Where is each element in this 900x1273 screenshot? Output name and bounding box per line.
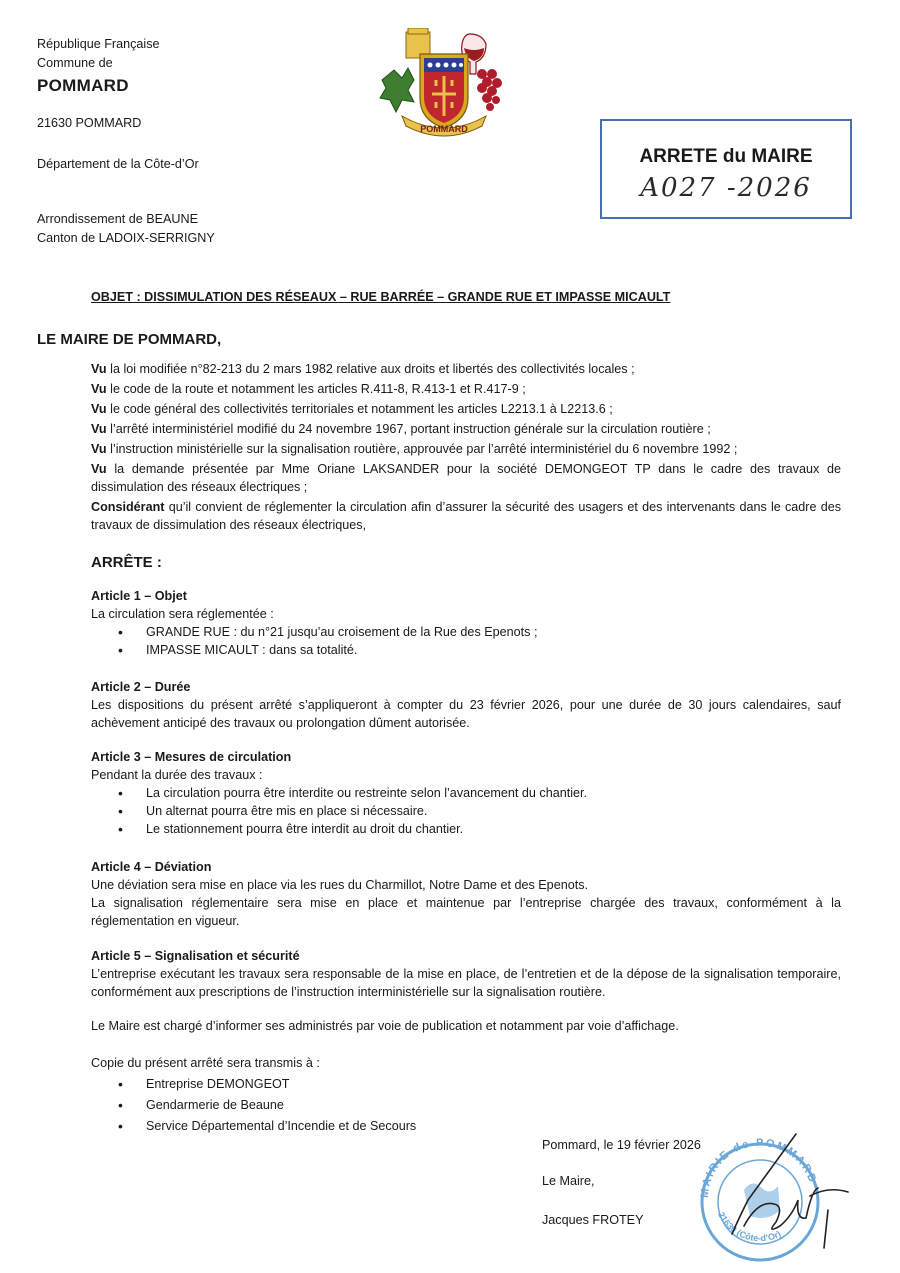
signature-role: Le Maire, bbox=[542, 1174, 595, 1188]
logo-banner-text: POMMARD bbox=[420, 124, 468, 134]
signature-name: Jacques FROTEY bbox=[542, 1213, 644, 1227]
copie-intro: Copie du présent arrêté sera transmis à : bbox=[91, 1056, 320, 1070]
article-3-intro: Pendant la durée des travaux : bbox=[91, 768, 263, 782]
mairie-stamp-and-signature bbox=[688, 1130, 858, 1265]
visa-item: Vu la demande présentée par Mme Oriane LAKSANDER pour la société DEMONGEOT TP dans le cadre des travaux de dissimulation des réseaux électriques ; bbox=[91, 462, 841, 494]
canton-line: Canton de LADOIX-SERRIGNY bbox=[37, 231, 215, 245]
arrete-heading: ARRÊTE : bbox=[91, 554, 162, 571]
visas-block bbox=[91, 360, 841, 536]
article-4-text-1: Une déviation sera mise en place via les rues du Charmillot, Notre Dame et des Epenots. bbox=[91, 878, 588, 892]
article-1-title: Article 1 – Objet bbox=[91, 589, 187, 603]
article-5-title: Article 5 – Signalisation et sécurité bbox=[91, 949, 300, 963]
arrete-title: ARRETE du MAIRE bbox=[639, 146, 813, 167]
article-5 bbox=[91, 947, 841, 1001]
list-item: • GRANDE RUE : du n°21 jusqu’au croisement de la Rue des Epenots ; bbox=[91, 623, 841, 641]
arrondissement-line: Arrondissement de BEAUNE bbox=[37, 212, 198, 226]
article-4-title: Article 4 – Déviation bbox=[91, 860, 212, 874]
article-3-title: Article 3 – Mesures de circulation bbox=[91, 750, 292, 764]
list-item: • Gendarmerie de Beaune bbox=[91, 1095, 841, 1116]
visa-item: Vu l’arrêté interministériel modifié du 24 novembre 1967, portant instruction générale sur la circulation routière ; bbox=[91, 422, 711, 436]
republic-line: République Française bbox=[37, 37, 160, 51]
objet-line: OBJET : DISSIMULATION DES RÉSEAUX – RUE BARRÉE – GRANDE RUE ET IMPASSE MICAULT bbox=[91, 290, 671, 304]
visa-item: Vu le code général des collectivités territoriales et notamment les articles L2213.1 à L2213.6 ; bbox=[91, 402, 613, 416]
visa-item: Vu le code de la route et notamment les articles R.411-8, R.413-1 et R.417-9 ; bbox=[91, 382, 526, 396]
commune-label: Commune de bbox=[37, 56, 113, 70]
article-2 bbox=[91, 678, 841, 732]
visa-item: Vu l’instruction ministérielle sur la signalisation routière, approuvée par l’arrêté interministériel du 6 novembre 1992 ; bbox=[91, 442, 738, 456]
visa-item: Considérant qu’il convient de réglementer la circulation afin d’assurer la sécurité des usagers et des intervenants dans le cadre des travaux de dissimulation des réseaux électriques, bbox=[91, 500, 841, 532]
article-4 bbox=[91, 858, 841, 930]
signature-place-date: Pommard, le 19 février 2026 bbox=[542, 1138, 701, 1152]
list-item: • Entreprise DEMONGEOT bbox=[91, 1074, 841, 1095]
list-item: • La circulation pourra être interdite ou restreinte selon l’avancement du chantier. bbox=[91, 784, 841, 802]
visa-item: Vu la loi modifiée n°82-213 du 2 mars 1982 relative aux droits et libertés des collectivités locales ; bbox=[91, 362, 635, 376]
list-item: • IMPASSE MICAULT : dans sa totalité. bbox=[91, 641, 841, 659]
stamp-top-text: MAIRIE de POMMARD bbox=[698, 1136, 819, 1199]
article-2-title: Article 2 – Durée bbox=[91, 680, 191, 694]
closing-statement: Le Maire est chargé d’informer ses administrés par voie de publication et notamment par voie d’affichage. bbox=[91, 1019, 679, 1033]
postal-address: 21630 POMMARD bbox=[37, 116, 142, 130]
list-item: • Un alternat pourra être mis en place si nécessaire. bbox=[91, 802, 841, 820]
departement-line: Département de la Côte-d’Or bbox=[37, 157, 199, 171]
pommard-coat-of-arms-logo bbox=[378, 28, 508, 143]
list-item: • Le stationnement pourra être interdit au droit du chantier. bbox=[91, 820, 841, 838]
article-4-text-2: La signalisation réglementaire sera mise en place et maintenue par l’entreprise chargée des travaux, conformément à la réglementation en vigueur. bbox=[91, 896, 841, 928]
article-5-text: L’entreprise exécutant les travaux sera responsable de la mise en place, de l’entretien et de la dépose de la signalisation temporaire, conformément aux prescriptions de l’instruction interministérielle sur la signalisation routière. bbox=[91, 967, 841, 999]
maire-title: LE MAIRE DE POMMARD, bbox=[37, 331, 222, 348]
article-1-intro: La circulation sera réglementée : bbox=[91, 607, 274, 621]
article-3 bbox=[91, 748, 841, 838]
commune-name: POMMARD bbox=[37, 76, 129, 95]
article-1 bbox=[91, 587, 841, 659]
article-2-text: Les dispositions du présent arrêté s’appliqueront à compter du 23 février 2026, pour une durée de 30 jours calendaires, sauf achèvement anticipé des travaux ou prolongation dûment autorisée. bbox=[91, 698, 841, 730]
stamp-bottom-text: 21630 (Côte-d’Or) bbox=[716, 1210, 783, 1244]
list-item: • Service Départemental d’Incendie et de Secours bbox=[91, 1116, 841, 1137]
copie-block bbox=[91, 1054, 841, 1137]
arrete-number: A027 -2026 bbox=[640, 173, 812, 203]
arrete-box bbox=[600, 119, 852, 219]
